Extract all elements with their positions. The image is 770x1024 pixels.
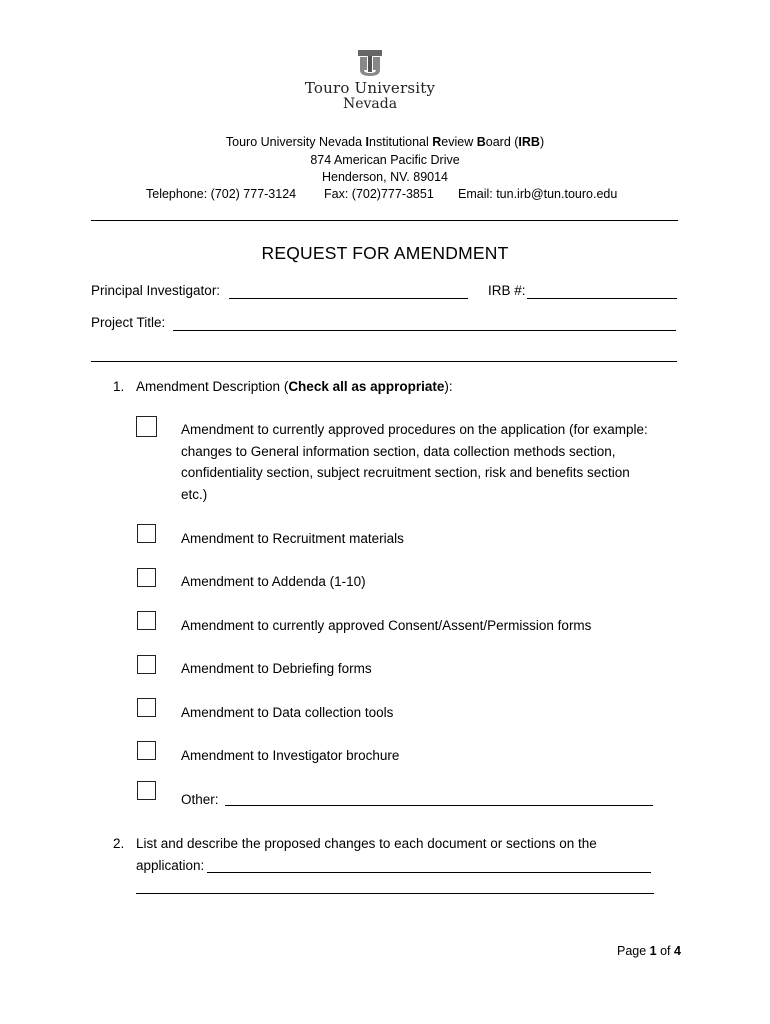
address-street: 874 American Pacific Drive — [310, 153, 460, 167]
checkbox-debriefing[interactable] — [137, 655, 156, 674]
pi-label: Principal Investigator: — [91, 283, 221, 298]
section-2-line2: application: — [136, 858, 205, 873]
item-other-label: Other: — [181, 792, 219, 807]
item-consent-forms: Amendment to currently approved Consent/Assent/Permission forms — [181, 618, 592, 633]
section-2-line1: List and describe the proposed changes to each document or sections on the — [136, 836, 597, 851]
item-debriefing: Amendment to Debriefing forms — [181, 661, 372, 676]
item-addenda: Amendment to Addenda (1-10) — [181, 574, 366, 589]
university-logo-icon — [358, 50, 382, 76]
logo-university-name: Touro University — [304, 79, 436, 97]
checkbox-recruitment[interactable] — [137, 524, 156, 543]
item-procedures-line1: Amendment to currently approved procedures on the application (for example: — [181, 422, 648, 437]
address-city: Henderson, NV. 89014 — [321, 170, 449, 184]
telephone-text: Telephone: (702) 777-3124 — [146, 187, 297, 201]
item-brochure: Amendment to Investigator brochure — [181, 748, 400, 763]
section-1-heading: Amendment Description (Check all as appropriate): — [136, 379, 453, 394]
fax-text: Fax: (702)777-3851 — [324, 187, 434, 201]
logo-campus-name: Nevada — [342, 96, 398, 112]
irb-number-field[interactable] — [527, 298, 677, 299]
changes-field[interactable] — [207, 872, 651, 873]
section-1-number: 1. — [113, 379, 125, 394]
checkbox-consent-forms[interactable] — [137, 611, 156, 630]
item-procedures-line4: etc.) — [181, 487, 208, 502]
institution-name: Touro University Nevada Institutional Review Board (IRB) — [225, 135, 545, 149]
page-number: Page 1 of 4 — [617, 944, 681, 958]
project-title-field-line2[interactable] — [91, 361, 677, 362]
pi-field[interactable] — [229, 298, 468, 299]
header-divider — [91, 220, 678, 221]
form-title: REQUEST FOR AMENDMENT — [261, 243, 509, 263]
checkbox-procedures[interactable] — [136, 416, 157, 437]
project-title-label: Project Title: — [91, 315, 166, 330]
section-2-number: 2. — [113, 836, 125, 851]
item-procedures-line2: changes to General information section, data collection methods section, — [181, 444, 616, 459]
checkbox-brochure[interactable] — [137, 741, 156, 760]
checkbox-data-tools[interactable] — [137, 698, 156, 717]
changes-field-line2[interactable] — [136, 893, 654, 894]
email-text: Email: tun.irb@tun.touro.edu — [458, 187, 618, 201]
item-recruitment: Amendment to Recruitment materials — [181, 531, 404, 546]
project-title-field[interactable] — [173, 330, 676, 331]
other-field[interactable] — [225, 805, 653, 806]
irb-number-label: IRB #: — [488, 283, 526, 298]
item-procedures-line3: confidentiality section, subject recruitment section, risk and benefits section — [181, 465, 630, 480]
checkbox-addenda[interactable] — [137, 568, 156, 587]
item-data-tools: Amendment to Data collection tools — [181, 705, 394, 720]
checkbox-other[interactable] — [137, 781, 156, 800]
